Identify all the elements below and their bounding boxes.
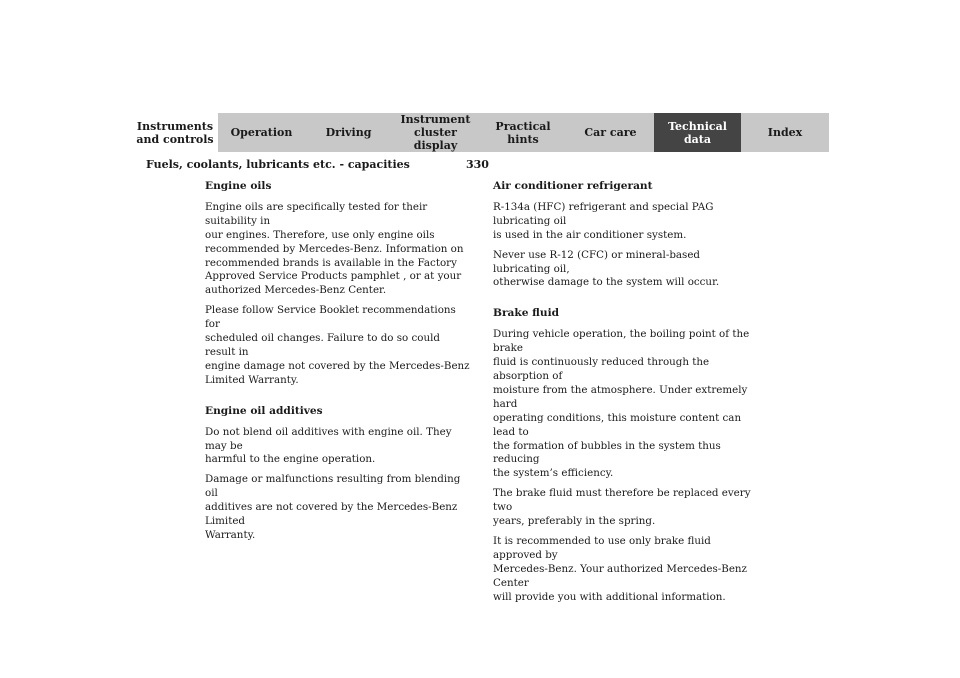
tab-index[interactable] — [741, 113, 829, 152]
right-column — [493, 180, 758, 610]
tab-label: Car care — [584, 126, 637, 139]
tab-label: Operation — [230, 126, 293, 139]
page-number: 330 — [466, 158, 489, 171]
tab-label-line1: Instrument — [400, 113, 471, 126]
paragraph: It is recommended to use only brake fluid approved by Mercedes-Benz. Your authorized Mercedes-Benz Center will provide you with additional information. — [493, 534, 747, 603]
paragraph: Do not blend oil additives with engine oil. They may be harmful to the engine operation. — [205, 425, 452, 466]
left-column — [205, 180, 470, 549]
tab-label-line1: Technical — [668, 119, 727, 133]
tab-label-line2: data — [683, 132, 712, 146]
tab-driving[interactable] — [305, 113, 392, 152]
paragraph: During vehicle operation, the boiling point of the brake fluid is continuously reduced through the absorption of moisture from the atmosphere. Under extremely hard operating conditions, this moisture content can lead to the formation of bubbles in the system thus reducing the system’s efficiency. — [493, 328, 750, 480]
tab-instruments-and-controls[interactable] — [132, 113, 218, 152]
tab-label-line2: cluster display — [413, 126, 458, 152]
paragraph: Never use R-12 (CFC) or mineral-based lubricating oil, otherwise damage to the system will occur. — [493, 248, 720, 289]
section-heading: Engine oils — [205, 180, 272, 192]
section-title: Fuels, coolants, lubricants etc. - capacities — [146, 158, 410, 171]
section-air-conditioner-refrigerant — [493, 180, 758, 290]
chapter-tab-bar — [132, 113, 829, 152]
paragraph: Damage or malfunctions resulting from blending oil additives are not covered by the Mercedes-Benz Limited Warranty. — [205, 473, 461, 541]
tab-label: Driving — [325, 126, 372, 139]
paragraph: Please follow Service Booklet recommendations for scheduled oil changes. Failure to do so could result in engine damage not covered by the Mercedes-Benz Limited Warranty. — [205, 304, 470, 386]
section-heading: Air conditioner refrigerant — [493, 180, 653, 192]
tab-label-line1: Instruments — [136, 119, 214, 133]
tab-label-line2: and controls — [136, 132, 214, 146]
section-heading: Engine oil additives — [205, 404, 323, 417]
tab-practical-hints[interactable] — [479, 113, 567, 152]
section-engine-oil-additives — [205, 405, 470, 543]
tab-label: Index — [767, 126, 803, 139]
section-engine-oils — [205, 180, 470, 388]
tab-car-care[interactable] — [567, 113, 654, 152]
section-heading: Brake fluid — [493, 307, 560, 320]
paragraph: Engine oils are specifically tested for their suitability in our engines. Therefore, use only engine oils recommended by Mercedes-Benz. Information on recommended brands is available in the Factory Approved Service Products pamphlet , or at your authorized Mercedes-Benz Center. — [205, 200, 464, 297]
paragraph: R-134a (HFC) refrigerant and special PAG lubricating oil is used in the air conditioner system. — [493, 200, 714, 241]
tab-label: Practical hints — [495, 119, 551, 146]
tab-technical-data[interactable] — [654, 113, 741, 152]
section-brake-fluid — [493, 307, 758, 604]
paragraph: The brake fluid must therefore be replaced every two years, preferably in the spring. — [493, 487, 751, 528]
tab-operation[interactable] — [218, 113, 305, 152]
tab-instrument-cluster-display[interactable] — [392, 113, 479, 152]
